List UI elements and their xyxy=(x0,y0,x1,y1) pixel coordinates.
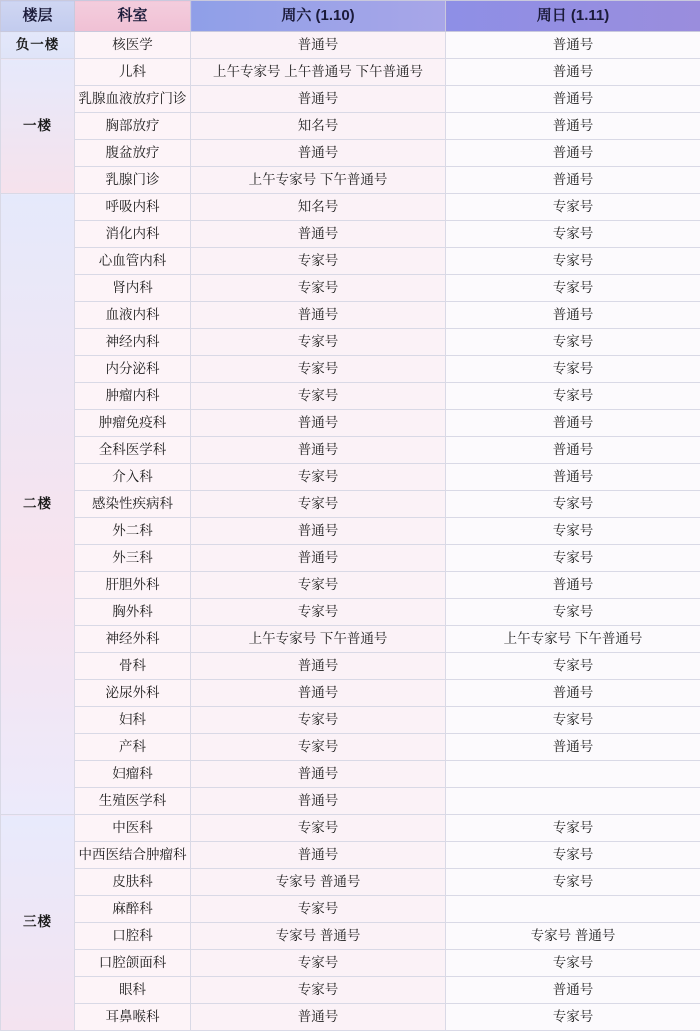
table-row xyxy=(1,545,700,572)
saturday-cell: 专家号 xyxy=(191,248,446,275)
saturday-cell: 普通号 xyxy=(191,302,446,329)
sunday-cell: 专家号 xyxy=(446,869,700,896)
saturday-cell: 专家号 xyxy=(191,950,446,977)
department-cell: 耳鼻喉科 xyxy=(75,1004,191,1031)
column-header-department: 科室 xyxy=(75,1,191,32)
sunday-cell: 普通号 xyxy=(446,32,700,59)
department-cell: 生殖医学科 xyxy=(75,788,191,815)
department-cell: 肿瘤内科 xyxy=(75,383,191,410)
department-cell: 胸外科 xyxy=(75,599,191,626)
table-row xyxy=(1,221,700,248)
saturday-cell: 专家号 xyxy=(191,815,446,842)
table-row xyxy=(1,491,700,518)
table-row xyxy=(1,32,700,59)
saturday-cell: 专家号 xyxy=(191,383,446,410)
saturday-cell: 普通号 xyxy=(191,86,446,113)
table-row xyxy=(1,248,700,275)
table-row xyxy=(1,302,700,329)
department-cell: 消化内科 xyxy=(75,221,191,248)
department-cell: 泌尿外科 xyxy=(75,680,191,707)
saturday-cell: 普通号 xyxy=(191,842,446,869)
table-row xyxy=(1,113,700,140)
table-row xyxy=(1,707,700,734)
saturday-cell: 普通号 xyxy=(191,221,446,248)
table-row xyxy=(1,761,700,788)
department-cell: 神经外科 xyxy=(75,626,191,653)
sunday-cell: 普通号 xyxy=(446,167,700,194)
department-cell: 肝胆外科 xyxy=(75,572,191,599)
department-cell: 妇科 xyxy=(75,707,191,734)
saturday-cell: 专家号 xyxy=(191,491,446,518)
sunday-cell: 专家号 xyxy=(446,221,700,248)
sunday-cell: 普通号 xyxy=(446,572,700,599)
saturday-cell: 普通号 xyxy=(191,32,446,59)
table-row xyxy=(1,896,700,923)
saturday-cell: 普通号 xyxy=(191,545,446,572)
table-row xyxy=(1,518,700,545)
sunday-cell: 专家号 xyxy=(446,383,700,410)
saturday-cell: 普通号 xyxy=(191,437,446,464)
saturday-cell: 普通号 xyxy=(191,653,446,680)
column-header-saturday: 周六 (1.10) xyxy=(191,1,446,32)
table-row xyxy=(1,815,700,842)
department-cell: 外三科 xyxy=(75,545,191,572)
sunday-cell: 普通号 xyxy=(446,86,700,113)
sunday-cell: 普通号 xyxy=(446,734,700,761)
department-cell: 乳腺门诊 xyxy=(75,167,191,194)
department-cell: 介入科 xyxy=(75,464,191,491)
sunday-cell: 专家号 xyxy=(446,599,700,626)
department-cell: 心血管内科 xyxy=(75,248,191,275)
sunday-cell: 专家号 普通号 xyxy=(446,923,700,950)
table-row xyxy=(1,437,700,464)
sunday-cell: 普通号 xyxy=(446,437,700,464)
floor-cell: 二楼 xyxy=(1,194,75,815)
department-cell: 神经内科 xyxy=(75,329,191,356)
table-row xyxy=(1,842,700,869)
sunday-cell: 专家号 xyxy=(446,653,700,680)
sunday-cell: 上午专家号 下午普通号 xyxy=(446,626,700,653)
table-row xyxy=(1,410,700,437)
saturday-cell: 专家号 普通号 xyxy=(191,869,446,896)
table-row xyxy=(1,572,700,599)
saturday-cell: 普通号 xyxy=(191,410,446,437)
department-cell: 胸部放疗 xyxy=(75,113,191,140)
department-cell: 眼科 xyxy=(75,977,191,1004)
sunday-cell: 专家号 xyxy=(446,275,700,302)
department-cell: 肾内科 xyxy=(75,275,191,302)
saturday-cell: 知名号 xyxy=(191,194,446,221)
sunday-cell: 专家号 xyxy=(446,329,700,356)
saturday-cell: 普通号 xyxy=(191,761,446,788)
department-cell: 妇瘤科 xyxy=(75,761,191,788)
sunday-cell: 普通号 xyxy=(446,59,700,86)
department-cell: 腹盆放疗 xyxy=(75,140,191,167)
sunday-cell: 普通号 xyxy=(446,140,700,167)
floor-cell: 负一楼 xyxy=(1,32,75,59)
floor-cell: 三楼 xyxy=(1,815,75,1031)
department-cell: 皮肤科 xyxy=(75,869,191,896)
table-row xyxy=(1,194,700,221)
table-row xyxy=(1,167,700,194)
sunday-cell: 专家号 xyxy=(446,842,700,869)
sunday-cell: 专家号 xyxy=(446,356,700,383)
floor-cell: 一楼 xyxy=(1,59,75,194)
department-cell: 麻醉科 xyxy=(75,896,191,923)
department-cell: 核医学 xyxy=(75,32,191,59)
department-cell: 呼吸内科 xyxy=(75,194,191,221)
sunday-cell xyxy=(446,761,700,788)
table-row xyxy=(1,59,700,86)
sunday-cell: 专家号 xyxy=(446,707,700,734)
table-row xyxy=(1,356,700,383)
table-body xyxy=(1,32,700,1031)
saturday-cell: 普通号 xyxy=(191,140,446,167)
saturday-cell: 普通号 xyxy=(191,1004,446,1031)
saturday-cell: 专家号 xyxy=(191,275,446,302)
saturday-cell: 上午专家号 下午普通号 xyxy=(191,167,446,194)
saturday-cell: 专家号 xyxy=(191,896,446,923)
table-row xyxy=(1,1004,700,1031)
table-row xyxy=(1,653,700,680)
table-row xyxy=(1,599,700,626)
saturday-cell: 普通号 xyxy=(191,788,446,815)
department-cell: 乳腺血液放疗门诊 xyxy=(75,86,191,113)
column-header-sunday: 周日 (1.11) xyxy=(446,1,700,32)
sunday-cell: 普通号 xyxy=(446,464,700,491)
saturday-cell: 上午专家号 上午普通号 下午普通号 xyxy=(191,59,446,86)
department-cell: 血液内科 xyxy=(75,302,191,329)
department-cell: 口腔科 xyxy=(75,923,191,950)
sunday-cell: 专家号 xyxy=(446,1004,700,1031)
department-cell: 感染性疾病科 xyxy=(75,491,191,518)
sunday-cell: 专家号 xyxy=(446,491,700,518)
department-cell: 肿瘤免疫科 xyxy=(75,410,191,437)
saturday-cell: 知名号 xyxy=(191,113,446,140)
table-row xyxy=(1,950,700,977)
saturday-cell: 专家号 普通号 xyxy=(191,923,446,950)
department-cell: 内分泌科 xyxy=(75,356,191,383)
department-cell: 中西医结合肿瘤科 xyxy=(75,842,191,869)
table-row xyxy=(1,869,700,896)
sunday-cell xyxy=(446,896,700,923)
table-row xyxy=(1,923,700,950)
table-row xyxy=(1,680,700,707)
table-row xyxy=(1,734,700,761)
saturday-cell: 专家号 xyxy=(191,599,446,626)
table-row xyxy=(1,329,700,356)
table-row xyxy=(1,977,700,1004)
table-row xyxy=(1,626,700,653)
department-cell: 儿科 xyxy=(75,59,191,86)
saturday-cell: 专家号 xyxy=(191,977,446,1004)
sunday-cell: 专家号 xyxy=(446,950,700,977)
saturday-cell: 专家号 xyxy=(191,734,446,761)
saturday-cell: 专家号 xyxy=(191,707,446,734)
sunday-cell: 普通号 xyxy=(446,410,700,437)
sunday-cell: 普通号 xyxy=(446,302,700,329)
column-header-floor: 楼层 xyxy=(1,1,75,32)
table-row xyxy=(1,275,700,302)
department-cell: 口腔颌面科 xyxy=(75,950,191,977)
department-cell: 外二科 xyxy=(75,518,191,545)
table-row xyxy=(1,788,700,815)
saturday-cell: 专家号 xyxy=(191,356,446,383)
table-header-row xyxy=(1,1,700,32)
sunday-cell: 普通号 xyxy=(446,977,700,1004)
table-row xyxy=(1,86,700,113)
sunday-cell: 普通号 xyxy=(446,113,700,140)
saturday-cell: 专家号 xyxy=(191,572,446,599)
saturday-cell: 专家号 xyxy=(191,329,446,356)
table-row xyxy=(1,464,700,491)
saturday-cell: 专家号 xyxy=(191,464,446,491)
sunday-cell xyxy=(446,788,700,815)
department-cell: 中医科 xyxy=(75,815,191,842)
table-row xyxy=(1,383,700,410)
saturday-cell: 上午专家号 下午普通号 xyxy=(191,626,446,653)
department-cell: 产科 xyxy=(75,734,191,761)
table-row xyxy=(1,140,700,167)
department-cell: 全科医学科 xyxy=(75,437,191,464)
department-cell: 骨科 xyxy=(75,653,191,680)
sunday-cell: 专家号 xyxy=(446,194,700,221)
sunday-cell: 专家号 xyxy=(446,248,700,275)
sunday-cell: 普通号 xyxy=(446,680,700,707)
sunday-cell: 专家号 xyxy=(446,518,700,545)
saturday-cell: 普通号 xyxy=(191,680,446,707)
sunday-cell: 专家号 xyxy=(446,545,700,572)
sunday-cell: 专家号 xyxy=(446,815,700,842)
saturday-cell: 普通号 xyxy=(191,518,446,545)
